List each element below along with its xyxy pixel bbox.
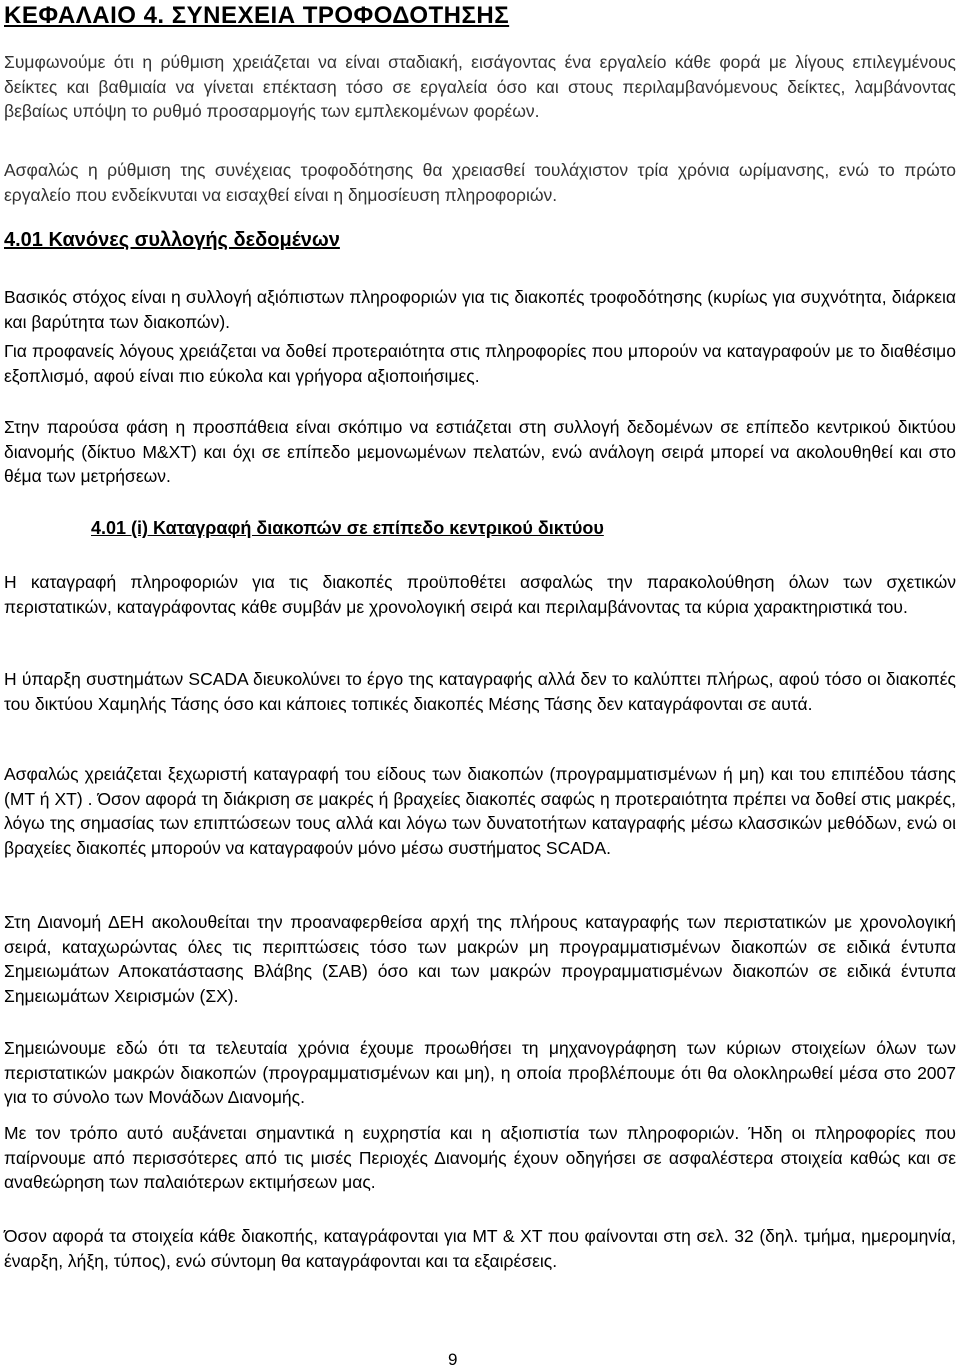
intro-paragraph-2: Ασφαλώς η ρύθμιση της συνέχειας τροφοδότησης θα χρειασθεί τουλάχιστον τρία χρόνια ωρίμανσης, ενώ το πρώτο εργαλείο που ενδείκνυται να εισαχθεί είναι η δημοσίευση πληροφοριών. bbox=[4, 160, 956, 205]
section-4-01-paragraph-2: Για προφανείς λόγους χρειάζεται να δοθεί προτεραιότητα στις πληροφορίες που μπορούν να καταγραφούν με το διαθέσιμο εξοπλισμό, αφού είναι πιο εύκολα και γρήγορα αξιοποιήσιμες. bbox=[4, 341, 956, 386]
section-4-01-i-paragraph-3: Ασφαλώς χρειάζεται ξεχωριστή καταγραφή του είδους των διακοπών (προγραμματισμένων ή μη) και του επιπέδου τάσης (ΜΤ ή ΧΤ) . Όσον αφορά τη διάκριση σε μακρές ή βραχείες διακοπές σαφώς η προτεραιότητα πρέπει να δοθεί στις μακρές, λόγω της σημασίας των επιπτώσεων τους αλλά και λόγω των δυνατοτήτων καταγραφής μέσω κλασσικών μεθόδων, ενώ οι βραχείες διακοπές μπορούν να καταγραφούν μόνο μέσω συστήματος SCADA. bbox=[4, 764, 956, 859]
section-4-01-i-paragraph-2: Η ύπαρξη συστημάτων SCADA διευκολύνει το έργο της καταγραφής αλλά δεν το καλύπτει πλήρως, αφού τόσο οι διακοπές του δικτύου Χαμηλής Τάσης όσο και κάποιες τοπικές διακοπές Μέσης Τάσης δεν καταγράφονται σε αυτά. bbox=[4, 669, 956, 714]
section-4-01-i-paragraph-5: Σημειώνουμε εδώ ότι τα τελευταία χρόνια έχουμε προωθήσει τη μηχανογράφηση των κύριων στοιχείων όλων των περιστατικών μακρών διακοπών (προγραμματισμένων και μη), η οποία προβλέπουμε ότι θα ολοκληρωθεί μέσα στο 2007 για το σύνολο των Μονάδων Διανομής. bbox=[4, 1038, 956, 1108]
section-heading-4-01-i: 4.01 (i) Καταγραφή διακοπών σε επίπεδο κεντρικού δικτύου bbox=[91, 518, 604, 538]
chapter-title: ΚΕΦΑΛΑΙΟ 4. ΣΥΝΕΧΕΙΑ ΤΡΟΦΟΔΟΤΗΣΗΣ bbox=[4, 2, 510, 29]
intro-paragraph-1: Συμφωνούμε ότι η ρύθμιση χρειάζεται να είναι σταδιακή, εισάγοντας ένα εργαλείο κάθε φορά με λίγους επιλεγμένους δείκτες και βαθμιαία να γίνεται επέκταση τόσο σε εργαλεία όσο και στους περιλαμβανόμενους δείκτες, λαμβάνοντας βεβαίως υπόψη το ρυθμό προσαρμογής των εμπλεκομένων φορέων. bbox=[4, 52, 956, 122]
page-number: 9 bbox=[448, 1350, 458, 1369]
section-4-01-paragraph-3: Στην παρούσα φάση η προσπάθεια είναι σκόπιμο να εστιάζεται στη συλλογή δεδομένων σε επίπεδο κεντρικού δικτύου διανομής (δίκτυο Μ&ΧΤ) και όχι σε επίπεδο μεμονωμένων πελατών, ενώ ανάλογη σειρά μπορεί να ακολουθηθεί και στο θέμα των μετρήσεων. bbox=[4, 417, 956, 487]
section-4-01-paragraph-1: Βασικός στόχος είναι η συλλογή αξιόπιστων πληροφοριών για τις διακοπές τροφοδότησης (κυρίως για συχνότητα, διάρκεια και βαρύτητα των διακοπών). bbox=[4, 287, 956, 332]
section-4-01-i-paragraph-4: Στη Διανομή ΔΕΗ ακολουθείται την προαναφερθείσα αρχή της πλήρους καταγραφής των περιστατικών με χρονολογική σειρά, καταχωρώντας όλες τις περιπτώσεις τόσο των μακρών μη προγραμματισμένων διακοπών σε ειδικά έντυπα Σημειωμάτων Αποκατάστασης Βλάβης (ΣΑΒ) όσο και των μακρών προγραμματισμένων διακοπών σε ειδικά έντυπα Σημειωμάτων Χειρισμών (ΣΧ). bbox=[4, 912, 956, 1007]
section-4-01-i-paragraph-1: Η καταγραφή πληροφοριών για τις διακοπές προϋποθέτει ασφαλώς την παρακολούθηση όλων των σχετικών περιστατικών, καταγράφοντας κάθε συμβάν με χρονολογική σειρά και περιλαμβάνοντας τα κύρια χαρακτηριστικά του. bbox=[4, 572, 956, 617]
section-heading-4-01: 4.01 Κανόνες συλλογής δεδομένων bbox=[4, 229, 340, 251]
section-4-01-i-paragraph-6: Με τον τρόπο αυτό αυξάνεται σημαντικά η ευχρηστία και η αξιοπιστία των πληροφοριών. Ήδη οι πληροφορίες που παίρνουμε από περισσότερες από τις μισές Περιοχές Διανομής έχουν οδηγήσει σε ασφαλέστερα στοιχεία καθώς και σε αναθεώρηση των παλαιότερων εκτιμήσεων μας. bbox=[4, 1123, 956, 1193]
section-4-01-i-paragraph-7: Όσον αφορά τα στοιχεία κάθε διακοπής, καταγράφονται για ΜΤ & ΧΤ που φαίνονται στη σελ. 32 (δηλ. τμήμα, ημερομηνία, έναρξη, λήξη, τύπος), ενώ σύντομη θα καταγράφονται και τα εξαιρέσεις. bbox=[4, 1226, 956, 1271]
